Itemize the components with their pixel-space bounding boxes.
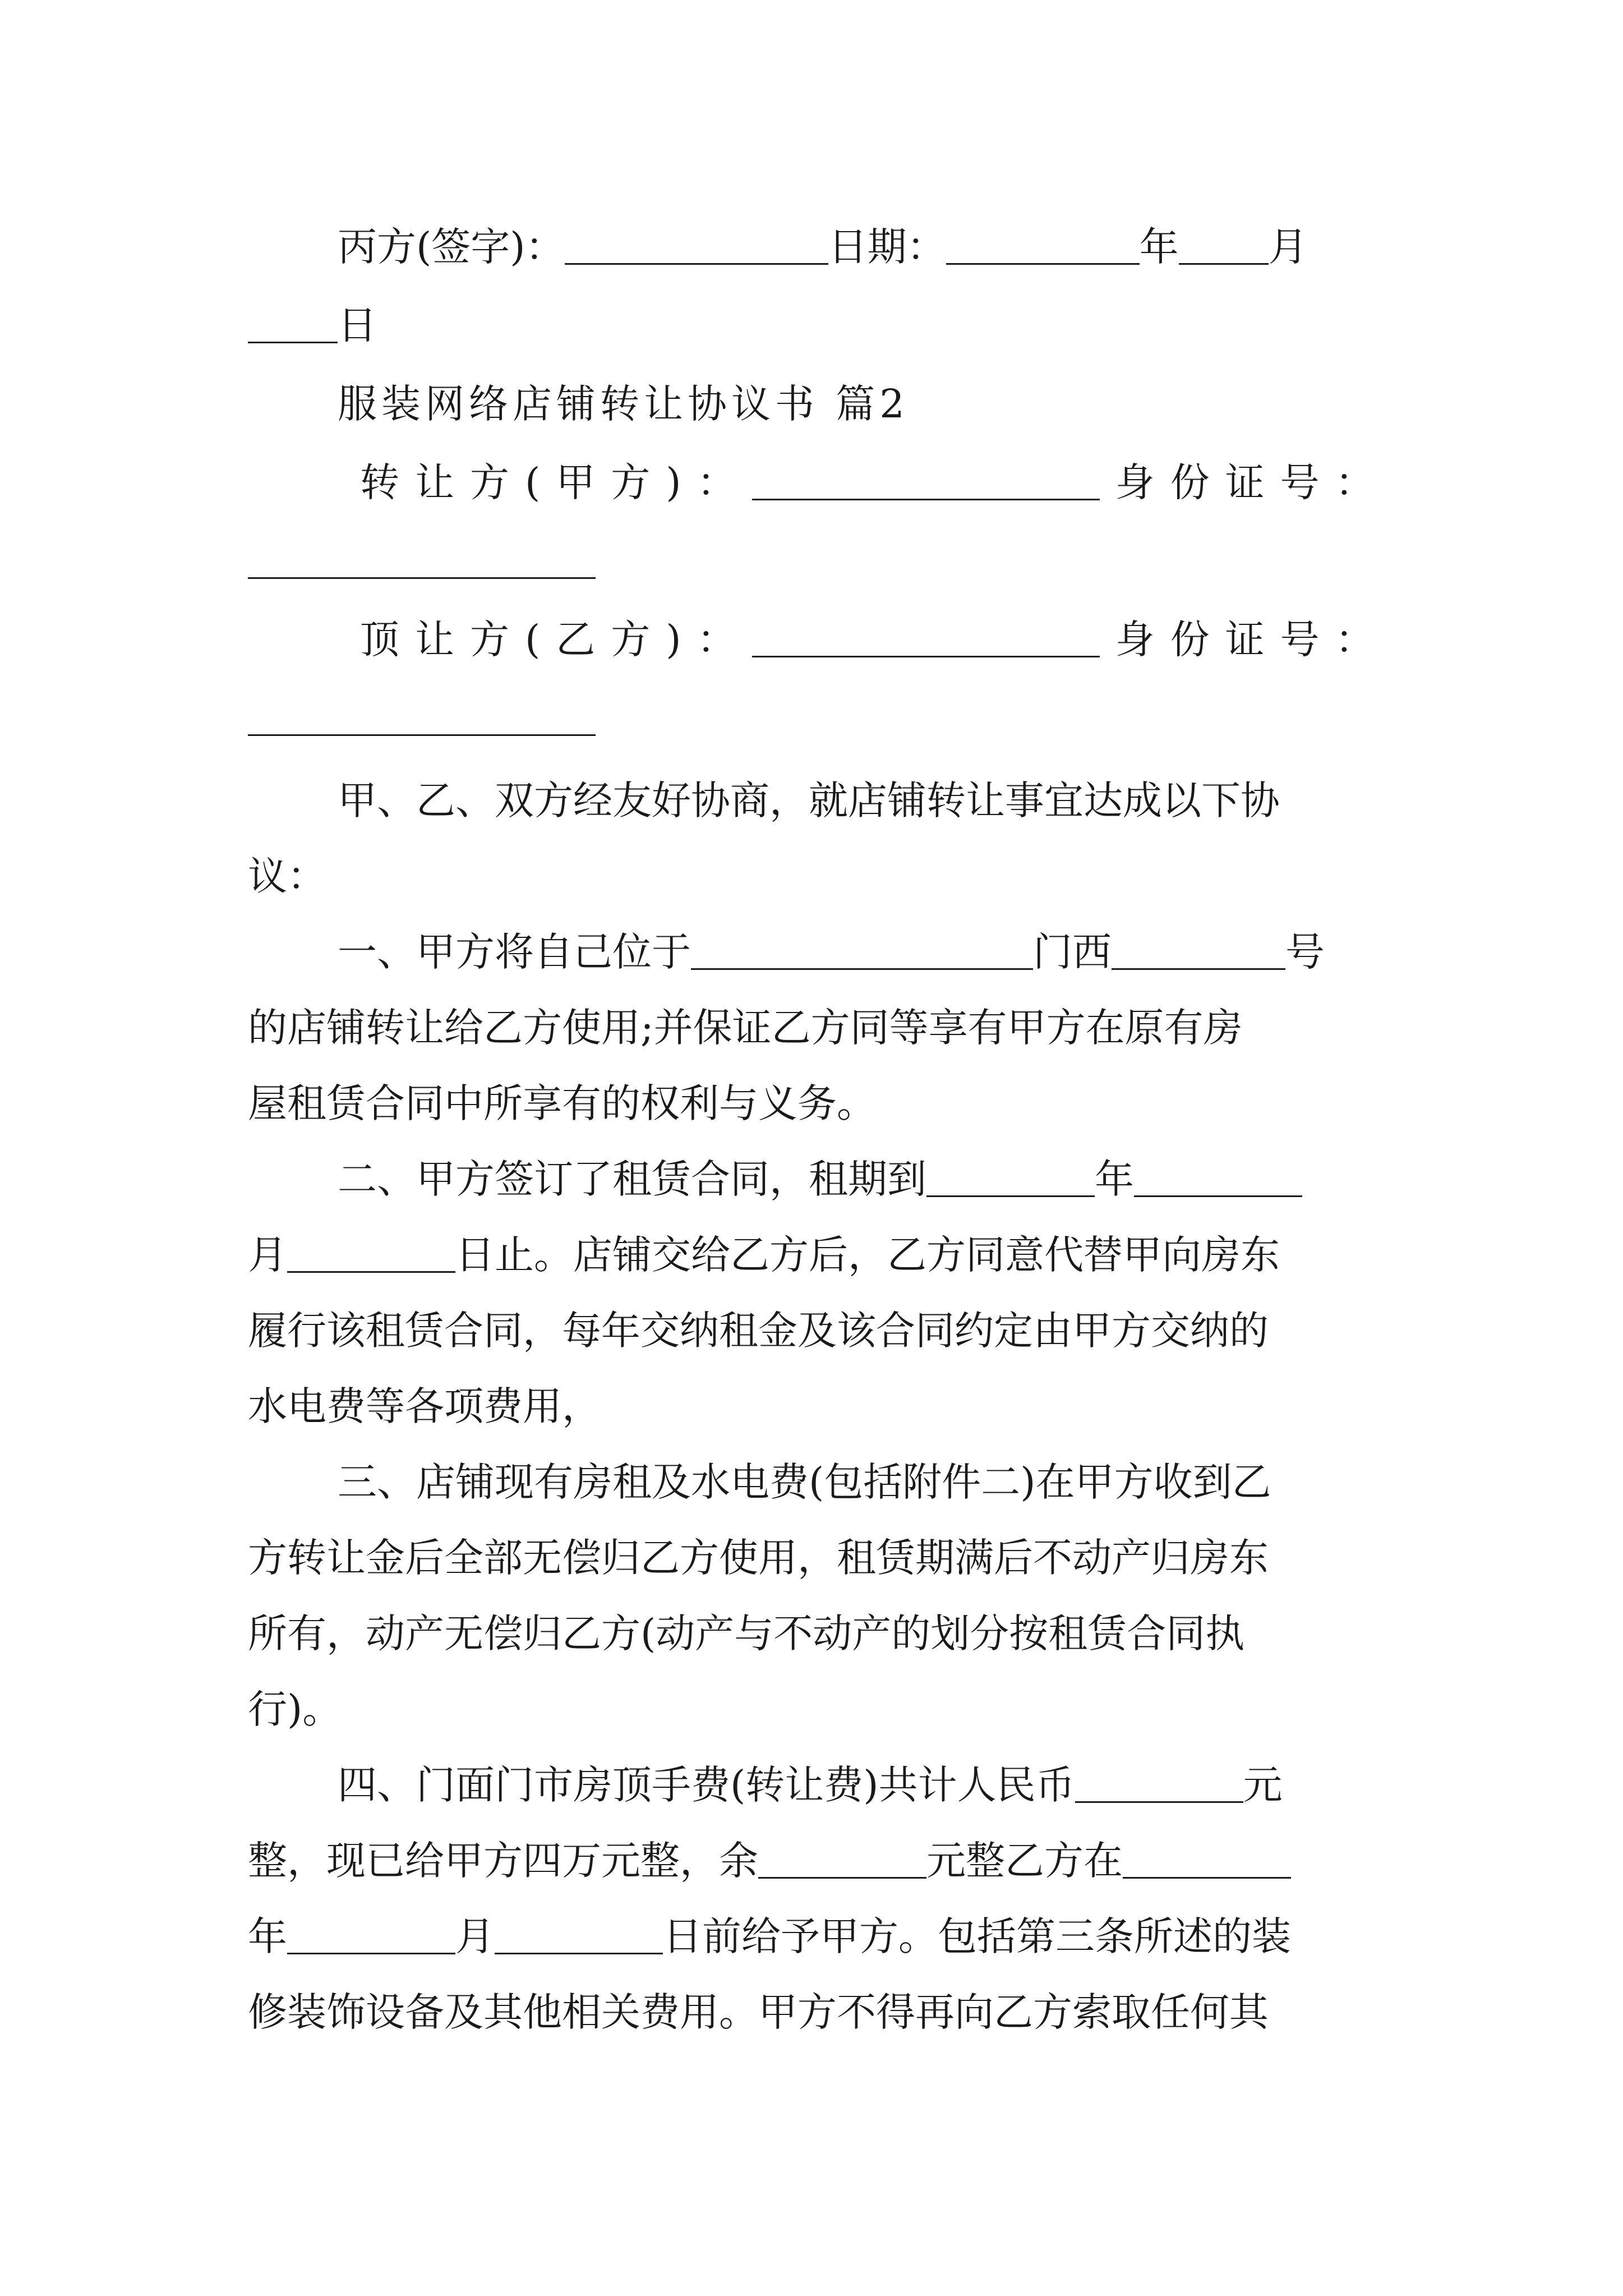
year-blank — [946, 231, 1140, 265]
date-label: 日期： — [828, 224, 946, 270]
clause-4-text-b: 元 — [1243, 1762, 1283, 1808]
clause-1-text-c: 号 — [1285, 929, 1325, 975]
pay-month-blank — [287, 1920, 455, 1954]
day-label: 日 — [338, 302, 377, 348]
transferor-id-line — [248, 522, 1375, 600]
clause-1-line-2: 的店铺转让给乙方使用;并保证乙方同等享有甲方在原有房 — [248, 1005, 1243, 1051]
pay-year-blank — [1123, 1844, 1291, 1879]
clause-4-text-d: 元整乙方在 — [926, 1838, 1123, 1884]
clause-3-line-1: 三、店铺现有房租及水电费(包括附件二)在甲方收到乙 — [338, 1459, 1271, 1505]
clause-4-text-e: 年 — [248, 1913, 287, 1959]
signature-blank — [565, 231, 828, 265]
number-blank — [1112, 936, 1285, 970]
day-line — [248, 286, 1375, 365]
clause-4-line-3 — [248, 1899, 1375, 1975]
clause-4-line-4: 修装饰设备及其他相关费用。甲方不得再向乙方索取任何其 — [248, 1989, 1269, 2035]
transferee-name-blank — [752, 623, 1100, 657]
clause-1-text-b: 门西 — [1033, 929, 1112, 975]
clause-1-line-1 — [248, 914, 1375, 990]
clause-2-line-1 — [248, 1142, 1375, 1217]
location-blank — [691, 936, 1033, 970]
transferee-id-label: 身份证号： — [1115, 616, 1390, 662]
clause-4-text-f: 月 — [455, 1913, 495, 1959]
year-label: 年 — [1139, 224, 1179, 270]
clause-3-line-2: 方转让金后全部无偿归乙方使用，租赁期满后不动产归房东 — [248, 1535, 1269, 1581]
intro-paragraph — [248, 763, 1375, 914]
lease-day-blank — [287, 1239, 455, 1273]
clause-1-text-a: 一、甲方将自己位于 — [338, 929, 691, 975]
month-label: 月 — [1268, 224, 1308, 270]
transferor-id-blank — [248, 545, 596, 579]
month-blank — [1179, 231, 1269, 265]
transferor-label: 转让方(甲方)： — [360, 459, 752, 505]
clause-2-text-d: 日止。店铺交给乙方后，乙方同意代替甲向房东 — [455, 1232, 1280, 1278]
lease-month-blank — [1134, 1163, 1302, 1197]
clause-1-line-3: 屋租赁合同中所享有的权利与义务。 — [248, 1080, 876, 1126]
clause-4-line-1 — [248, 1747, 1375, 1823]
transferee-id-line — [248, 679, 1375, 757]
clause-4-line-2 — [248, 1823, 1375, 1899]
clause-1 — [248, 914, 1375, 1142]
transferee-label: 顶让方(乙方)： — [360, 616, 752, 662]
clause-2-text-a: 二、甲方签订了租赁合同，租期到 — [338, 1156, 926, 1202]
clause-4-text-a: 四、门面门市房顶手费(转让费)共计人民币 — [338, 1762, 1075, 1808]
pay-day-blank — [495, 1920, 663, 1954]
clause-3-line-4: 行)。 — [248, 1686, 342, 1732]
section-heading: 服装网络店铺转让协议书 篇2 — [338, 381, 909, 427]
transferor-name-blank — [752, 466, 1100, 500]
fee-amount-blank — [1075, 1769, 1243, 1803]
party-c-label: 丙方(签字)： — [338, 224, 565, 270]
clause-4-text-c: 整，现已给甲方四万元整，余 — [248, 1838, 758, 1884]
intro-line-1: 甲、乙、双方经友好协商，就店铺转让事宜达成以下协 — [338, 777, 1280, 823]
clause-2-text-c: 月 — [248, 1232, 287, 1278]
transferor-line — [248, 443, 1390, 522]
clause-4-text-g: 日前给予甲方。包括第三条所述的装 — [663, 1913, 1291, 1959]
balance-blank — [758, 1844, 926, 1879]
clause-2-line-3: 履行该租赁合同，每年交纳租金及该合同约定由甲方交纳的 — [248, 1308, 1269, 1354]
transferor-id-label: 身份证号： — [1115, 459, 1390, 505]
clause-2-line-2 — [248, 1217, 1375, 1293]
clause-2-text-b: 年 — [1095, 1156, 1134, 1202]
day-blank — [248, 309, 338, 343]
clause-3 — [248, 1444, 1375, 1747]
clause-4 — [248, 1747, 1375, 2050]
lease-year-blank — [926, 1163, 1095, 1197]
transferee-id-blank — [248, 702, 596, 736]
clause-2 — [248, 1142, 1375, 1444]
transferee-line — [248, 600, 1390, 679]
clause-2-line-4: 水电费等各项费用， — [248, 1383, 601, 1429]
clause-3-line-3: 所有，动产无偿归乙方(动产与不动产的划分按租赁合同执 — [248, 1611, 1245, 1657]
document-body — [248, 208, 1390, 2050]
party-c-signature-line — [248, 208, 1375, 286]
intro-line-2: 议： — [248, 853, 326, 899]
